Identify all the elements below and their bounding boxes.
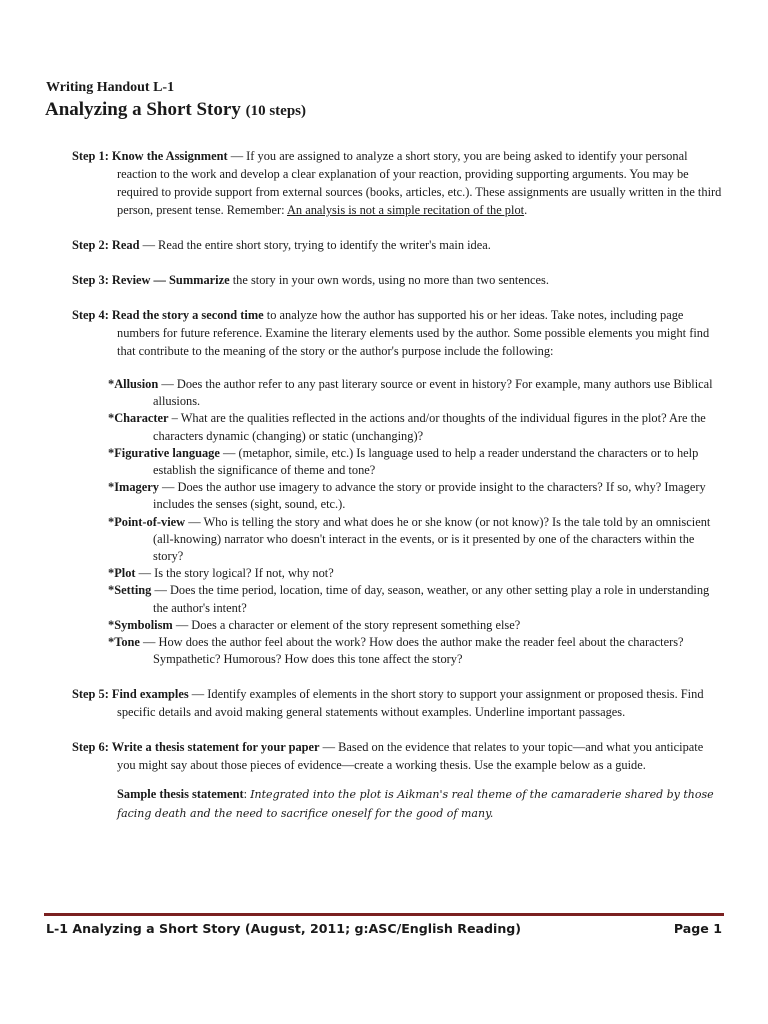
step-5-label: Step 5: Find examples — [72, 687, 189, 702]
step-1 — [72, 147, 724, 219]
element-name: *Figurative language — [108, 445, 220, 460]
step-4-text: to analyze how the author has supported his or her ideas. Take notes, including page numbers for future reference. Examine the literary elements used by the author. Some possible elements you might find that contribute to the meaning of the story or the author's purpose include the following: — [117, 308, 710, 358]
step-3 — [72, 271, 724, 289]
element-text: — How does the author feel about the work? How does the author make the reader feel about the characters? Sympathetic? Humorous? How does this tone affect the story? — [139, 635, 684, 667]
list-item — [108, 445, 724, 479]
sample-thesis-colon: : — [243, 787, 251, 802]
list-item — [108, 582, 724, 616]
element-name: *Plot — [108, 566, 136, 581]
step-6 — [72, 738, 724, 774]
title-text: Analyzing a Short Story — [45, 99, 241, 120]
step-2 — [72, 236, 724, 254]
list-item — [108, 479, 724, 513]
step-1-underlined: An analysis is not a simple recitation of the plot — [286, 203, 525, 217]
step-4 — [72, 306, 724, 360]
footer-divider — [44, 913, 724, 916]
element-text: — Does the time period, location, time of day, season, weather, or any other setting play a role in understanding the author's intent? — [151, 583, 710, 615]
step-4-label: Step 4: Read the story a second time — [72, 308, 264, 322]
element-text: — (metaphor, simile, etc.) Is language used to help a reader understand the characters or to help establish the significance of theme and tone? — [153, 445, 699, 478]
list-item — [108, 514, 724, 566]
element-name: *Character — [108, 411, 169, 426]
handout-kicker: Writing Handout L-1 — [46, 80, 175, 95]
element-text: – What are the qualities reflected in the actions and/or thoughts of the individual figures in the plot? Are the characters dynamic (changing) or static (unchanging)? — [153, 411, 706, 443]
sample-thesis — [117, 785, 724, 823]
element-name: *Point-of-view — [108, 514, 186, 529]
page-title — [45, 99, 306, 121]
element-text: — Does the author refer to any past literary source or event in history? For example, many authors use Biblical allusions. — [153, 377, 713, 409]
sample-thesis-label: Sample thesis statement — [117, 787, 244, 802]
page-number: Page 1 — [673, 921, 722, 936]
step-1-text: — If you are assigned to analyze a short story, you are being asked to identify your personal reaction to the work and develop a clear explanation of your reaction, providing supporting arguments. You may be required to provide support from external sources (books, articles, etc.). These assignments are usually written in the third person, present tense. Remember: — [117, 149, 722, 217]
list-item — [108, 376, 724, 410]
element-name: *Allusion — [108, 377, 159, 391]
element-text: — Is the story logical? If not, why not? — [135, 566, 334, 581]
footer-title: L-1 Analyzing a Short Story (August, 2011; g:ASC/English Reading) — [46, 921, 522, 936]
step-1-label: Step 1: Know the Assignment — [72, 149, 228, 163]
element-name: *Setting — [108, 583, 152, 598]
step-2-text: — Read the entire short story, trying to identify the writer's main idea. — [139, 238, 491, 252]
element-name: *Imagery — [108, 480, 159, 495]
step-3-text: the story in your own words, using no more than two sentences. — [229, 273, 549, 287]
element-name: *Tone — [108, 635, 140, 650]
list-item — [108, 565, 724, 582]
element-text: — Does a character or element of the story represent something else? — [172, 617, 521, 632]
element-name: *Symbolism — [108, 617, 173, 632]
page-footer — [46, 921, 722, 936]
step-5 — [72, 685, 724, 721]
literary-elements-list — [108, 376, 724, 668]
element-text: — Does the author use imagery to advance the story or provide insight to the characters? If so, why? Imagery includes the senses (sight, sound, etc.). — [153, 480, 706, 512]
handout-body — [72, 147, 724, 836]
element-text: — Who is telling the story and what does he or she know (or not know)? Is the tale told by an omniscient (all-knowing) narrator who doesn't interact in the events, or is it presented by one of the characters within the story? — [153, 514, 711, 564]
sample-thesis-text: Integrated into the plot is Aikman's real theme of the camaraderie shared by those facing death and the need to sacrifice oneself for the good of many. — [117, 788, 714, 821]
step-3-label: Step 3: Review — Summarize — [72, 273, 230, 287]
list-item — [108, 410, 724, 444]
list-item — [108, 617, 724, 634]
list-item — [108, 634, 724, 668]
title-suffix: (10 steps) — [245, 103, 306, 119]
step-5-text: — Identify examples of elements in the short story to support your assignment or proposed thesis. Find specific details and avoid making general statements without examples. Underline important passages. — [117, 687, 704, 720]
step-6-text: — Based on the evidence that relates to your topic—and what you anticipate you might say about those pieces of evidence—create a working thesis. Use the example below as a guide. — [117, 740, 704, 773]
step-6-label: Step 6: Write a thesis statement for your paper — [72, 740, 320, 755]
step-2-label: Step 2: Read — [72, 238, 140, 252]
step-1-tail: . — [524, 203, 528, 217]
